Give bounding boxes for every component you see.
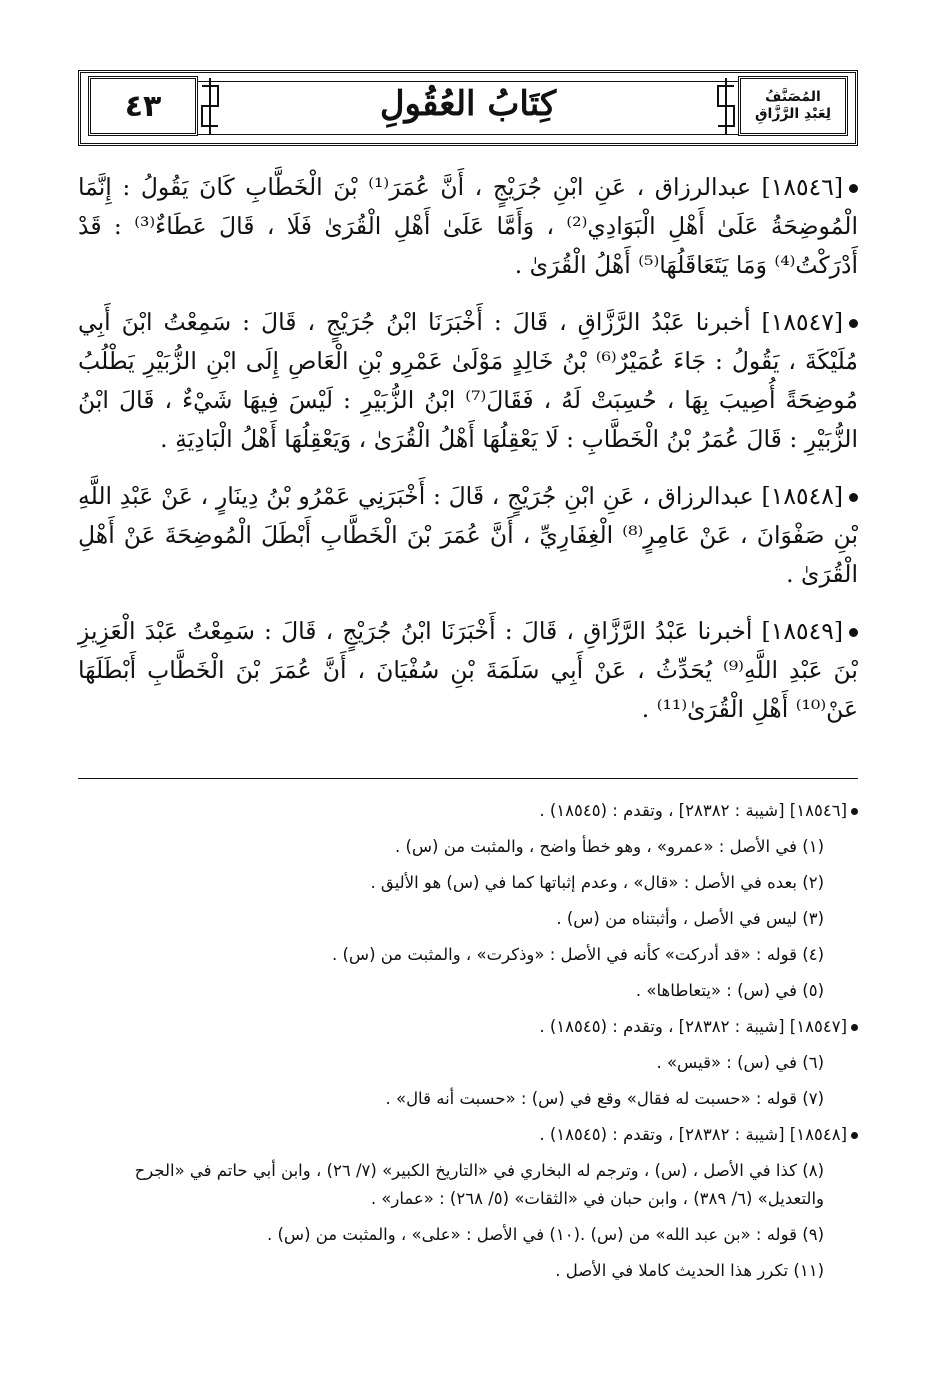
bullet-icon (851, 808, 858, 815)
footnote-reference (78, 1117, 858, 1153)
bullet-icon (851, 1132, 858, 1139)
hadith-text: [١٨٥٤٩] أخبرنا عَبْدُ الرَّزَّاقِ ، قَالَ : أَخْبَرَنَا ابْنُ جُرَيْجٍ ، قَالَ : سَمِعْتُ عَبْدَ الْعَزِيزِ بْنَ عَبْدِ اللَّهِ⁽⁹⁾ يُحَدِّثُ ، عَنْ أَبِي سَلَمَةَ بْنِ سُفْيَانَ ، أَنَّ عُمَرَ بْنَ الْخَطَّابِ أَبْطَلَهَا عَنْ⁽¹⁰⁾ أَهْلِ الْقُرَىٰ⁽¹¹⁾ . (78, 617, 858, 723)
footnote-text: [١٨٥٤٧] [شيبة : ٢٨٣٨٢] ، وتقدم : (١٨٥٤٥) . (539, 1017, 847, 1036)
bullet-icon (849, 319, 858, 328)
bullet-icon (849, 184, 858, 193)
hadith-entry (78, 477, 858, 594)
hadith-entry (78, 303, 858, 459)
footnotes (78, 793, 858, 1289)
footnote: (٤) قوله : «قد أدركت» كأنه في الأصل : «وذكرت» ، والمثبت من (س) . (332, 945, 824, 964)
footnote: (٢) بعده في الأصل : «قال» ، وعدم إثباتها كما في (س) هو الأليق . (370, 873, 824, 892)
book-brand-line2: لِعَبْدِ الرَّزَّاقِ (755, 106, 831, 122)
footnote: (٩) قوله : «بن عبد الله» من (س) . (580, 1225, 824, 1244)
bullet-icon (849, 628, 858, 637)
chapter-title: كِتَابُ العُقُولِ (379, 84, 557, 124)
footnote: (١٠) في الأصل : «على» ، والمثبت من (س) . (267, 1225, 581, 1244)
hadith-entry (78, 168, 858, 285)
page-number: ٤٣ (124, 88, 162, 124)
book-brand-box (738, 76, 848, 136)
hadith-entry (78, 612, 858, 729)
footnote: (١١) تكرر هذا الحديث كاملا في الأصل . (555, 1261, 824, 1280)
footnote: (٨) كذا في الأصل ، (س) ، وترجم له البخاري في «التاريخ الكبير» (٧/ ٢٦) ، وابن أبي حاتم في «الجرح والتعديل» (٦/ ٣٨٩) ، وابن حبان في «الثقات» (٥/ ٢٦٨) : «عمار» . (134, 1161, 824, 1208)
hadith-text: [١٨٥٤٨] عبدالرزاق ، عَنِ ابْنِ جُرَيْجٍ ، قَالَ : أَخْبَرَنِي عَمْرُو بْنُ دِينَارٍ ، عَنْ عَبْدِ اللَّهِ بْنِ صَفْوَانَ ، عَنْ عَامِرٍ⁽⁸⁾ الْغِفَارِيِّ ، أَنَّ عُمَرَ بْنَ الْخَطَّابِ أَبْطَلَ الْمُوضِحَةَ عَنْ أَهْلِ الْقُرَىٰ . (78, 482, 858, 588)
footnote-reference (78, 793, 858, 829)
footnote-pair (78, 1217, 858, 1253)
footnote: (٥) في (س) : «يتعاطاها» . (635, 981, 824, 1000)
book-brand (755, 89, 831, 123)
footnote: (٧) قوله : «حسبت له فقال» وقع في (س) : «حسبت أنه قال» . (385, 1089, 824, 1108)
footnote-text: [١٨٥٤٨] [شيبة : ٢٨٣٨٢] ، وتقدم : (١٨٥٤٥) . (539, 1125, 847, 1144)
footnote-text: [١٨٥٤٦] [شيبة : ٢٨٣٨٢] ، وتقدم : (١٨٥٤٥) . (539, 801, 847, 820)
footnote-separator (78, 778, 858, 779)
footnote-reference (78, 1009, 858, 1045)
footnote: (٦) في (س) : «قيس» . (656, 1053, 824, 1072)
hadith-text: [١٨٥٤٧] أخبرنا عَبْدُ الرَّزَّاقِ ، قَالَ : أَخْبَرَنَا ابْنُ جُرَيْجٍ ، قَالَ : سَمِعْتُ ابْنَ أَبِي مُلَيْكَةَ ، يَقُولُ : جَاءَ عُمَيْرٌ⁽⁶⁾ بْنُ خَالِدٍ مَوْلَىٰ عَمْرِو بْنِ الْعَاصِ إِلَى ابْنِ الزُّبَيْرِ يَطْلُبُ مُوضِحَةً أُصِيبَ بِهَا ، حُسِبَتْ لَهُ ، فَقَالَ⁽⁷⁾ ابْنُ الزُّبَيْرِ : لَيْسَ فِيهَا شَيْءٌ ، قَالَ ابْنُ الزُّبَيْرِ : قَالَ عُمَرُ بْنُ الْخَطَّابِ : لَا يَعْقِلُهَا أَهْلُ الْقُرَىٰ ، وَيَعْقِلُهَا أَهْلُ الْبَادِيَةِ . (78, 308, 859, 453)
bullet-icon (849, 493, 858, 502)
page-header (78, 70, 858, 146)
bullet-icon (851, 1024, 858, 1031)
footnote: (٣) ليس في الأصل ، وأثبتناه من (س) . (556, 909, 824, 928)
main-text (78, 168, 858, 747)
footnote: (١) في الأصل : «عمرو» ، وهو خطأ واضح ، والمثبت من (س) . (394, 837, 824, 856)
book-brand-line1: المُصَنَّفُ (765, 89, 821, 105)
hadith-text: [١٨٥٤٦] عبدالرزاق ، عَنِ ابْنِ جُرَيْجٍ ، أَنَّ عُمَرَ⁽¹⁾ بْنَ الْخَطَّابِ كَانَ يَقُولُ : إِنَّمَا الْمُوضِحَةُ عَلَىٰ أَهْلِ الْبَوَادِي⁽²⁾ ، وَأَمَّا عَلَىٰ أَهْلِ الْقُرَىٰ فَلَا ، قَالَ عَطَاءٌ⁽³⁾ : قَدْ أَدْرَكْتُ⁽⁴⁾ وَمَا يَتَعَاقَلُهَا⁽⁵⁾ أَهْلُ الْقُرَىٰ . (78, 173, 858, 279)
